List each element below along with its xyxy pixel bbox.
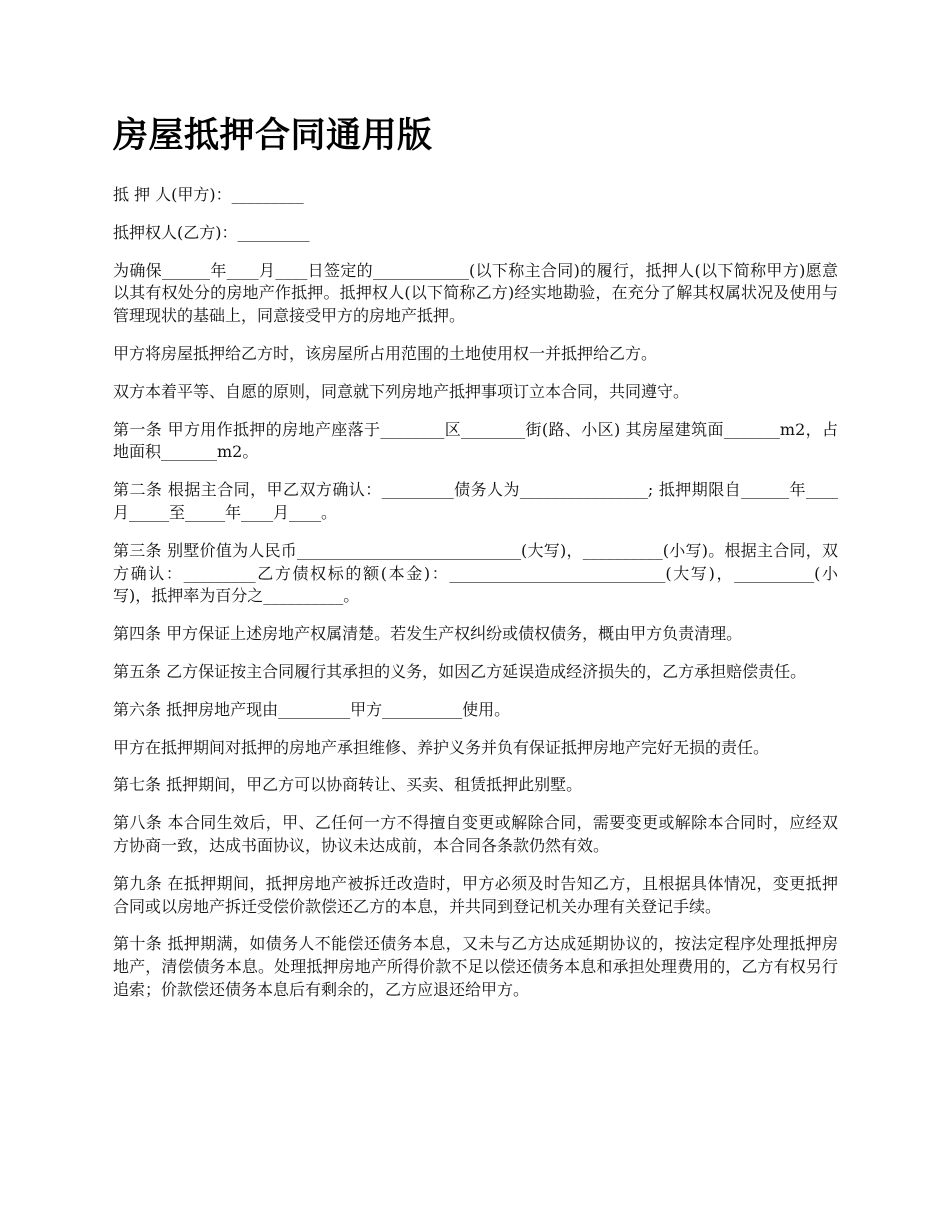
article-5: 第五条 乙方保证按主合同履行其承担的义务，如因乙方延误造成经济损失的，乙方承担赔偿责任。 — [113, 661, 807, 681]
article-9: 第九条 在抵押期间，抵押房地产被拆迁改造时，甲方必须及时告知乙方，且根据具体情况，变更抵押合同或以房地产拆迁受偿价款偿还乙方的本息，并共同到登记机关办理有关登记手续。 — [113, 873, 838, 916]
article-8: 第八条 本合同生效后，甲、乙任何一方不得擅自变更或解除合同，需要变更或解除本合同时，应经双方协商一致，达成书面协议，协议未达成前，本合同各条款仍然有效。 — [113, 813, 838, 855]
preamble-paragraph: 为确保______年____月____日签定的____________(以下称主合同)的履行，抵押人(以下简称甲方)愿意以其有权处分的房地产作抵押。抵押权人(以下简称乙方)经实地勘验，在充分了解其权属状况及使用与管理现状的基础上，同意接受甲方的房地产抵押。 — [113, 260, 838, 326]
pledgee-line: 抵押权人(乙方)：_________ — [113, 222, 310, 242]
article-4: 第四条 甲方保证上述房地产权属清楚。若发生产权纠纷或债权债务，概由甲方负责清理。 — [113, 624, 743, 644]
maintenance-paragraph: 甲方在抵押期间对抵押的房地产承担维修、养护义务并负有保证抵押房地产完好无损的责任。 — [113, 737, 770, 757]
article-10: 第十条 抵押期满，如债务人不能偿还债务本息，又未与乙方达成延期协议的，按法定程序处理抵押房地产，清偿债务本息。处理抵押房地产所得价款不足以偿还债务本息和承担处理费用的，乙方有权另行追索；价款偿还债务本息后有剩余的，乙方应退还给甲方。 — [113, 934, 838, 999]
article-1: 第一条 甲方用作抵押的房地产座落于________区________街(路、小区) 其房屋建筑面_______m2，占地面积_______m2。 — [113, 419, 838, 462]
article-2: 第二条 根据主合同，甲乙双方确认：_________债务人为________________; 抵押期限自______年____月_____至_____年____月____。 — [113, 480, 838, 522]
article-3: 第三条 别墅价值为人民币____________________________(大写)，__________(小写)。根据主合同，双方确认：_________乙方债权标的额(本金)：___________________________(大写)，__________(小写)，抵押率为百分之__________。 — [113, 540, 838, 606]
principle-paragraph: 双方本着平等、自愿的原则，同意就下列房地产抵押事项订立本合同，共同遵守。 — [113, 381, 690, 401]
article-6: 第六条 抵押房地产现由_________甲方__________使用。 — [113, 699, 511, 719]
pledgor-line: 抵 押 人(甲方)：_________ — [113, 185, 304, 204]
article-7: 第七条 抵押期间，甲乙方可以协商转让、买卖、租赁抵押此别墅。 — [113, 775, 583, 795]
document-title: 房屋抵押合同通用版 — [113, 116, 433, 156]
land-use-paragraph: 甲方将房屋抵押给乙方时，该房屋所占用范围的土地使用权一并抵押给乙方。 — [113, 343, 658, 363]
